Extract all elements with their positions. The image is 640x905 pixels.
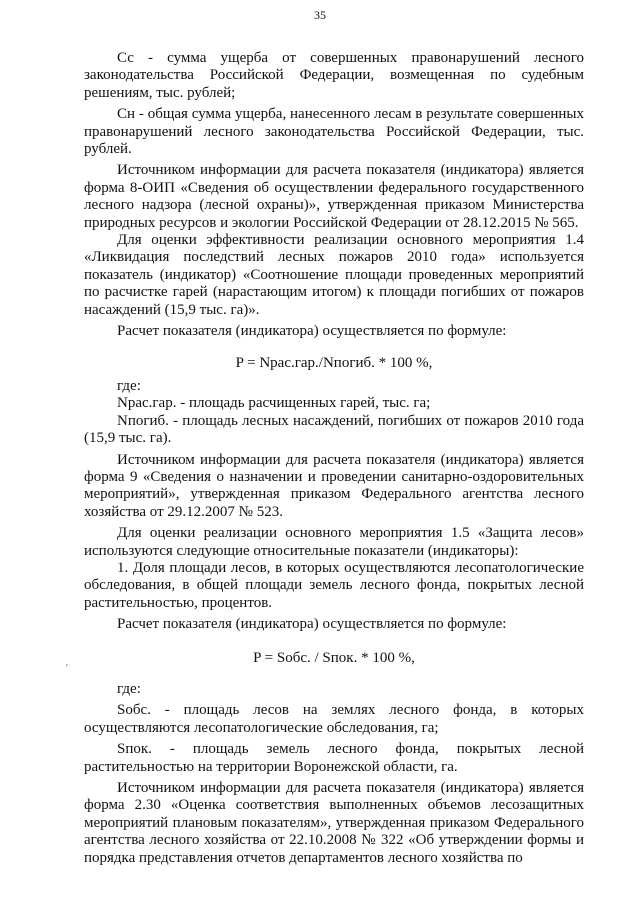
info-source-form-9: Источником информации для расчета показателя (индикатора) является форма 9 «Сведения о назначении и проведении санитарно-оздоровительных мероприятий», утвержденная приказом Федерального агентства лесного хозяйства от 29.12.2007 № 523. — [84, 451, 584, 520]
indicator-1-5-intro: Для оценки реализации основного мероприятия 1.5 «Защита лесов» используются следующие относительные показатели (индикаторы): — [84, 525, 584, 559]
document-body — [84, 50, 584, 867]
formula-intro-1: Расчет показателя (индикатора) осуществляется по формуле: — [117, 323, 507, 340]
info-source-form-2-30: Источником информации для расчета показателя (индикатора) является форма 2.30 «Оценка соответствия выполненных объемов лесозащитных мероприятий плановым показателям», утвержденная приказом Федерального агентства лесного хозяйства от 22.10.2008 № 322 «Об утверждении формы и порядка представления отчетов департаментов лесного хозяйства по — [84, 780, 584, 866]
info-source-8-oip: Источником информации для расчета показателя (индикатора) является форма 8-ОИП «Сведения об осуществлении федерального государственного лесного надзора (лесной охраны)», утвержденная приказом Министерства природных ресурсов и экологии Российской Федерации от 28.12.2015 № 565. — [84, 162, 584, 231]
formula-intro-2: Расчет показателя (индикатора) осуществляется по формуле: — [117, 616, 507, 633]
indicator-1-5-item-1: 1. Доля площади лесов, в которых осуществляются лесопатологические обследования, в общей площади земель лесного фонда, покрытых лесной растительностью, процентов. — [84, 559, 584, 611]
definition-s-pok: Sпок. - площадь земель лесного фонда, покрытых лесной растительностью на территории Воронежской области, га. — [84, 741, 584, 775]
definition-n-pogib: Nпогиб. - площадь лесных насаждений, погибших от пожаров 2010 года (15,9 тыс. га). — [84, 412, 584, 447]
page-number: 35 — [314, 8, 326, 22]
definition-cs: Сс - сумма ущерба от совершенных правонарушений лесного законодательства Российской Федерации, возмещенная по судебным решениям, тыс. рублей; — [84, 50, 584, 101]
definition-n-ras-gar: Nрас.гар. - площадь расчищенных гарей, тыс. га; — [117, 395, 431, 412]
where-label-1: где: — [117, 377, 141, 394]
definition-cn: Сн - общая сумма ущерба, нанесенного лесам в результате совершенных правонарушений лесного законодательства Российской Федерации, тыс. рублей. — [84, 106, 584, 158]
formula-2: P = Sобс. / Sпок. * 100 %, — [253, 649, 415, 666]
definition-s-obs: Sобс. - площадь лесов на землях лесного фонда, в которых осуществляются лесопатологические обследования, га; — [84, 702, 584, 736]
indicator-1-4-intro: Для оценки эффективности реализации основного мероприятия 1.4 «Ликвидация последствий лесных пожаров 2010 года» используется показатель (индикатор) «Соотношение площади проведенных мероприятий по расчистке гарей (нарастающим итогом) к площади погибших от пожаров насаждений (15,9 тыс. га)». — [84, 232, 584, 318]
margin-mark: ' — [66, 663, 68, 674]
formula-1: P = Nрас.гар./Nпогиб. * 100 %, — [235, 354, 433, 371]
where-label-2: где: — [117, 681, 141, 697]
